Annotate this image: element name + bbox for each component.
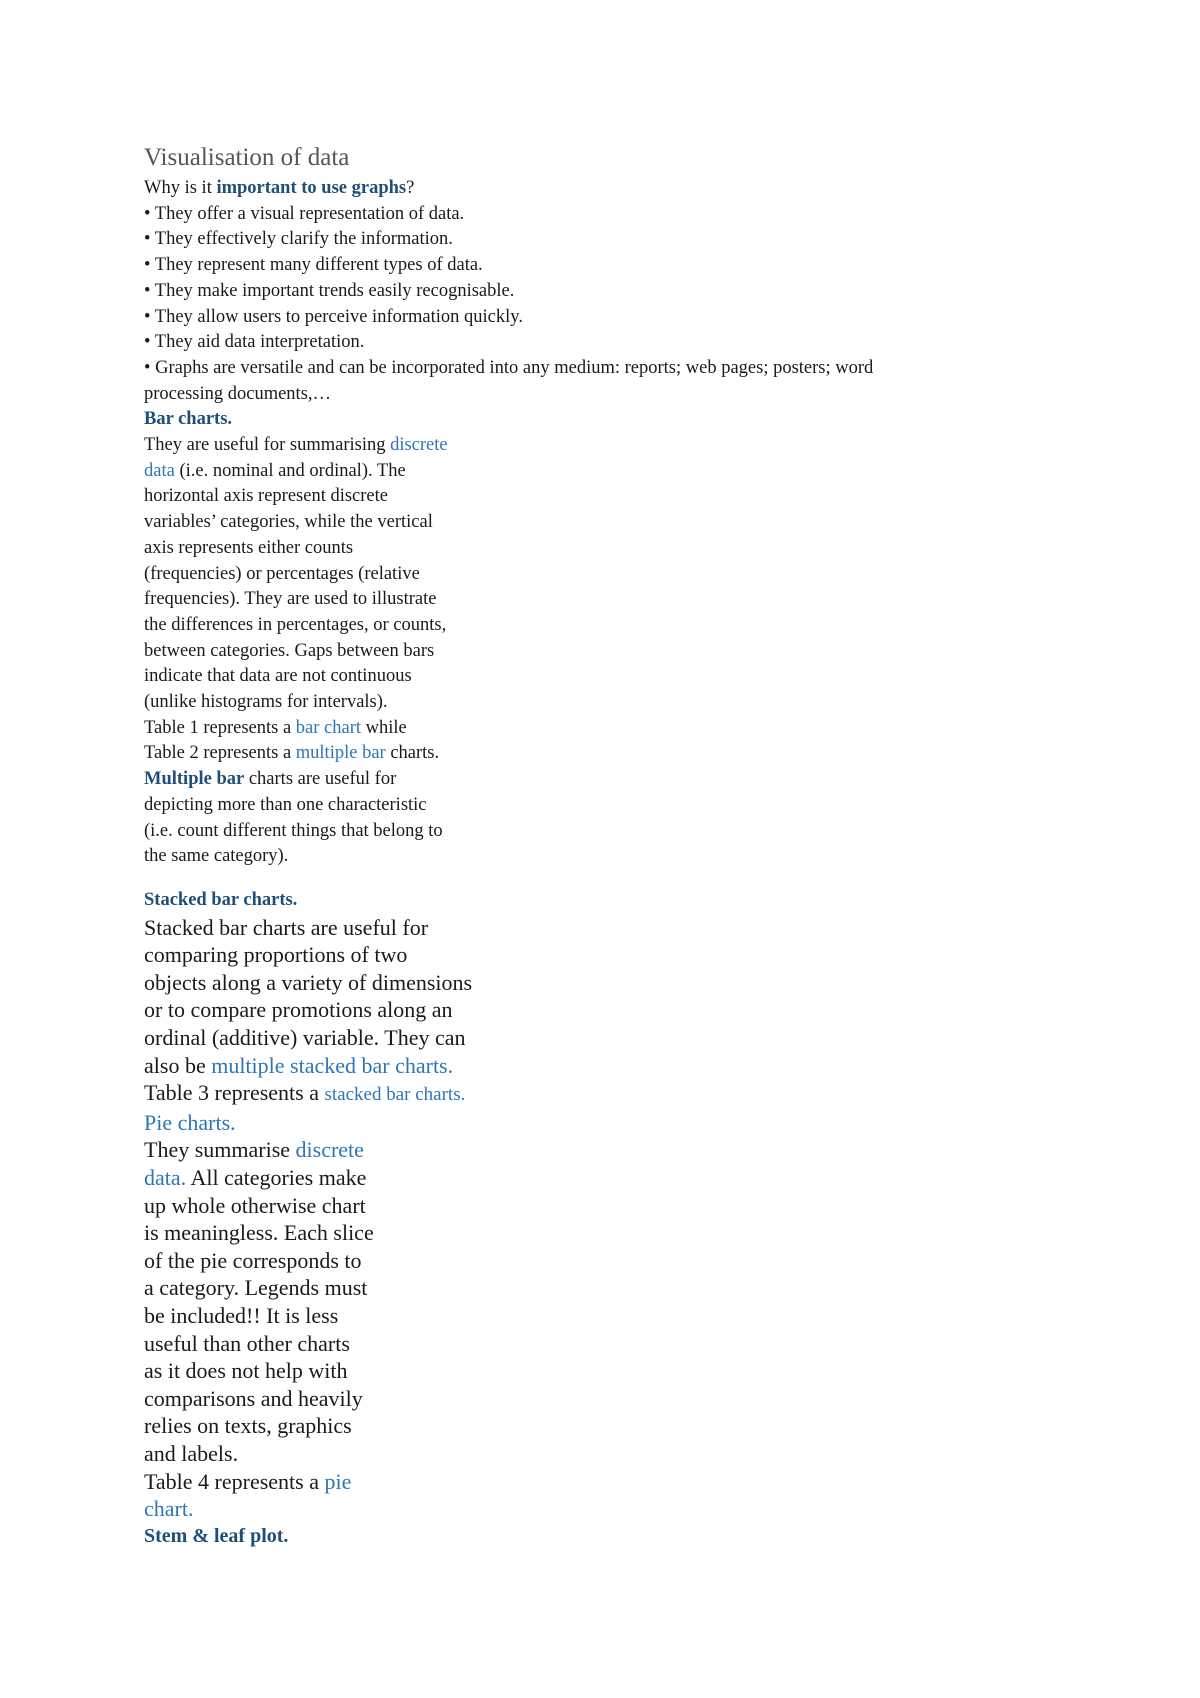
bar-text-line: the same category). xyxy=(144,846,289,867)
multiple-bar-link[interactable]: multiple bar xyxy=(295,743,386,764)
bar-chart-link[interactable]: bar chart xyxy=(295,717,362,738)
bar-text-line: (unlike histograms for intervals). xyxy=(144,692,388,713)
bar-text-line xyxy=(144,433,1064,459)
bullet-item: • They effectively clarify the information. xyxy=(144,229,453,250)
pie-text-line: as it does not help with xyxy=(144,1358,348,1384)
pie-discrete-link[interactable]: discrete xyxy=(295,1137,364,1163)
bullet-item-versatile-2: processing documents,… xyxy=(144,383,332,404)
mb-post: charts are useful for xyxy=(244,769,397,790)
multiple-stacked-link[interactable]: multiple stacked bar charts. xyxy=(211,1052,454,1078)
pie-text-line: be included!! It is less xyxy=(144,1303,339,1328)
stacked-text-line: or to compare promotions along an xyxy=(144,997,453,1023)
section-spacer xyxy=(144,870,1064,888)
stacked-text-line: comparing proportions of two xyxy=(144,942,408,968)
pie-l2-post: All categories make xyxy=(186,1165,367,1191)
bar-l2-post: (i.e. nominal and ordinal). The xyxy=(174,460,406,481)
intro-pre: Why is it xyxy=(144,178,217,198)
stacked-text-line: ordinal (additive) variable. They can xyxy=(144,1025,466,1051)
bar-text-line: horizontal axis represent discrete xyxy=(144,486,388,507)
bar-text-line: frequencies). They are used to illustrate xyxy=(144,589,437,610)
pie-text-line: relies on texts, graphics xyxy=(144,1413,352,1439)
stacked-also-line xyxy=(144,1052,1064,1080)
stacked-text-line: Stacked bar charts are useful for xyxy=(144,914,429,940)
bar-text-line: axis represents either counts xyxy=(144,537,354,558)
pie-charts-heading: Pie charts. xyxy=(144,1109,236,1135)
bar-l1-pre: They are useful for summarising xyxy=(144,435,391,456)
multiple-bar-highlight: Multiple bar xyxy=(144,769,245,790)
t2-post: charts. xyxy=(385,743,440,764)
bullet-item: • They make important trends easily recognisable. xyxy=(144,280,515,301)
pie-text-line: a category. Legends must xyxy=(144,1275,368,1301)
pie-data-link[interactable]: data. xyxy=(144,1165,187,1191)
multiple-bar-line xyxy=(144,767,1064,793)
intro-post: ? xyxy=(406,178,415,198)
discrete-data-link[interactable]: discrete xyxy=(390,435,448,456)
bar-text-line: (i.e. count different things that belong to xyxy=(144,820,443,841)
pie-text-line: is meaningless. Each slice xyxy=(144,1220,374,1246)
pie-text-line: and labels. xyxy=(144,1440,239,1466)
table1-line xyxy=(144,716,1064,742)
table4-line-cont xyxy=(144,1495,1064,1523)
pie-l1-pre: They summarise xyxy=(144,1137,296,1163)
bar-text-line: depicting more than one characteristic xyxy=(144,794,427,815)
bar-text-line: (frequencies) or percentages (relative xyxy=(144,563,420,584)
bar-text-line: variables’ categories, while the vertical xyxy=(144,512,433,533)
stacked-text-line: objects along a variety of dimensions xyxy=(144,969,473,995)
bar-charts-heading: Bar charts. xyxy=(144,409,233,430)
bar-text-line xyxy=(144,459,1064,485)
pie-chart-link-cont[interactable]: chart. xyxy=(144,1496,194,1522)
page-title: Visualisation of data xyxy=(144,144,350,171)
pie-text-line: useful than other charts xyxy=(144,1330,350,1356)
table3-line xyxy=(144,1079,1064,1109)
table2-line xyxy=(144,741,1064,767)
bullet-item-versatile-1: • Graphs are versatile and can be incorporated into any medium: reports; web pages; posters; word xyxy=(144,357,874,378)
bar-text-line: between categories. Gaps between bars xyxy=(144,640,435,661)
pie-text-line xyxy=(144,1136,1064,1164)
pie-chart-link[interactable]: pie xyxy=(324,1468,352,1494)
pie-text-line xyxy=(144,1164,1064,1192)
t2-pre: Table 2 represents a xyxy=(144,743,296,764)
bullet-item: • They represent many different types of data. xyxy=(144,255,483,276)
bullet-item: • They allow users to perceive information quickly. xyxy=(144,306,523,327)
bullet-item: • They aid data interpretation. xyxy=(144,332,365,353)
pie-text-line: comparisons and heavily xyxy=(144,1385,363,1411)
also-pre: also be xyxy=(144,1052,212,1078)
intro-question xyxy=(144,176,1064,202)
t4-pre: Table 4 represents a xyxy=(144,1468,325,1494)
stacked-bar-heading: Stacked bar charts. xyxy=(144,889,298,910)
intro-highlight: important to use graphs xyxy=(216,178,407,198)
document-page xyxy=(144,140,1064,1550)
bar-text-line: the differences in percentages, or counts, xyxy=(144,614,447,635)
t3-pre: Table 3 represents a xyxy=(144,1080,325,1106)
bullet-item: • They offer a visual representation of data. xyxy=(144,203,465,224)
pie-text-line: up whole otherwise chart xyxy=(144,1192,366,1218)
t1-pre: Table 1 represents a xyxy=(144,717,296,738)
bar-text-line: indicate that data are not continuous xyxy=(144,666,412,687)
discrete-data-link-cont[interactable]: data xyxy=(144,460,175,481)
table4-line xyxy=(144,1468,1064,1496)
stem-leaf-heading: Stem & leaf plot. xyxy=(144,1524,289,1547)
stacked-bar-link[interactable]: stacked bar charts. xyxy=(324,1084,466,1106)
pie-text-line: of the pie corresponds to xyxy=(144,1247,362,1273)
t1-post: while xyxy=(361,717,407,738)
